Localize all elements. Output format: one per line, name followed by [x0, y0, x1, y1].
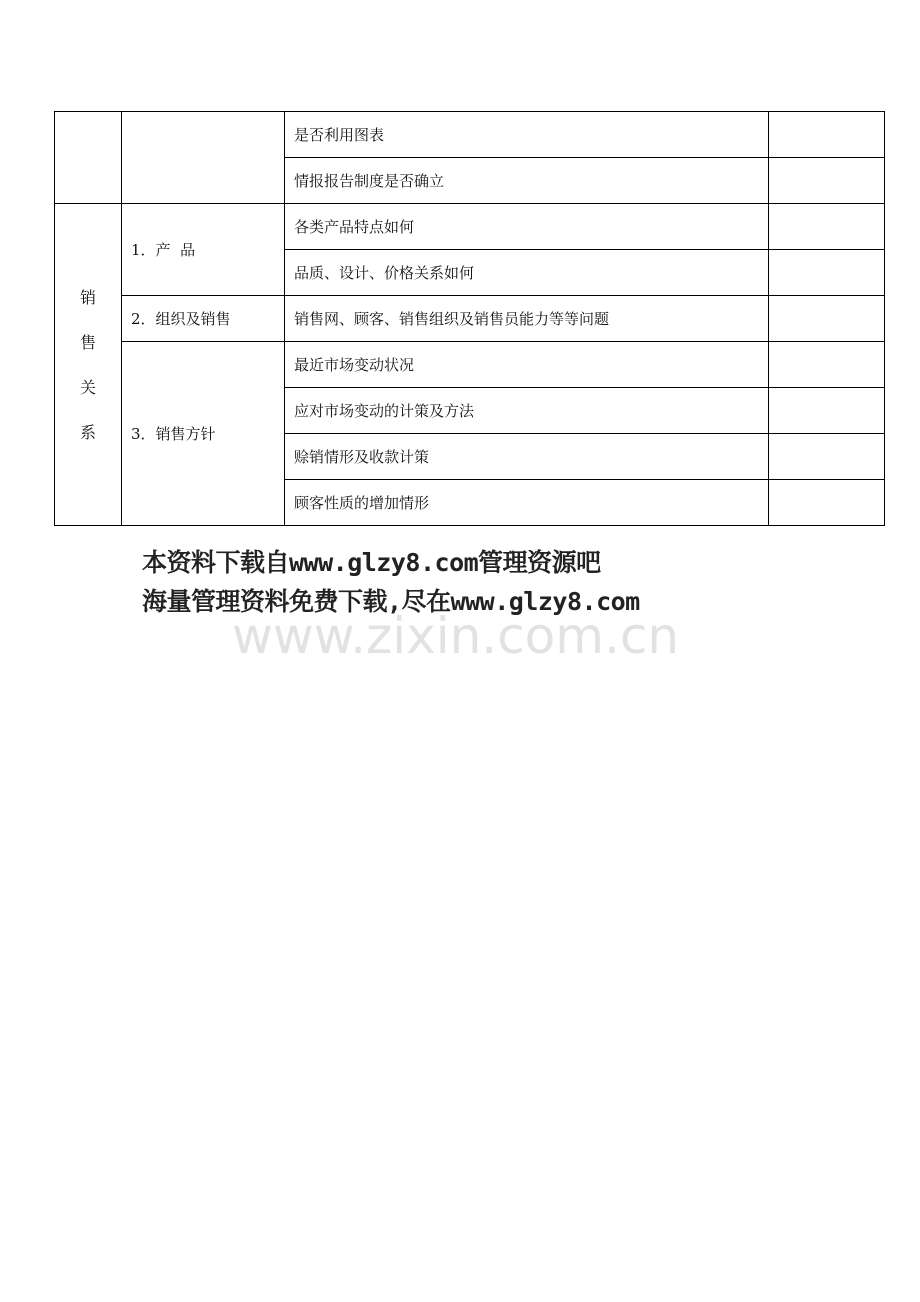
check-cell[interactable]	[769, 250, 885, 296]
check-cell[interactable]	[769, 158, 885, 204]
item-cell: 各类产品特点如何	[285, 204, 769, 250]
item-cell: 销售网、顾客、销售组织及销售员能力等等问题	[285, 296, 769, 342]
footer-download-note: 本资料下载自www.glzy8.com管理资源吧	[142, 548, 601, 577]
category-product: 1．产 品	[122, 204, 285, 296]
checklist-table	[54, 111, 885, 526]
item-cell: 情报报告制度是否确立	[285, 158, 769, 204]
check-cell[interactable]	[769, 388, 885, 434]
section-label: 销售关系	[80, 287, 97, 442]
check-cell[interactable]	[769, 204, 885, 250]
item-cell: 最近市场变动状况	[285, 342, 769, 388]
section-cell-empty	[55, 112, 122, 204]
check-cell[interactable]	[769, 112, 885, 158]
item-cell: 是否利用图表	[285, 112, 769, 158]
item-cell: 赊销情形及收款计策	[285, 434, 769, 480]
watermark: www.zixin.com.cn	[232, 607, 680, 665]
footer-site-note: 海量管理资料免费下载,尽在www.glzy8.com	[142, 587, 640, 616]
category-policy: 3．销售方针	[122, 342, 285, 526]
check-cell[interactable]	[769, 296, 885, 342]
category-organization: 2．组织及销售	[122, 296, 285, 342]
check-cell[interactable]	[769, 342, 885, 388]
item-cell: 顾客性质的增加情形	[285, 480, 769, 526]
section-label-cell	[55, 204, 122, 526]
category-cell-empty	[122, 112, 285, 204]
check-cell[interactable]	[769, 434, 885, 480]
check-cell[interactable]	[769, 480, 885, 526]
item-cell: 应对市场变动的计策及方法	[285, 388, 769, 434]
item-cell: 品质、设计、价格关系如何	[285, 250, 769, 296]
